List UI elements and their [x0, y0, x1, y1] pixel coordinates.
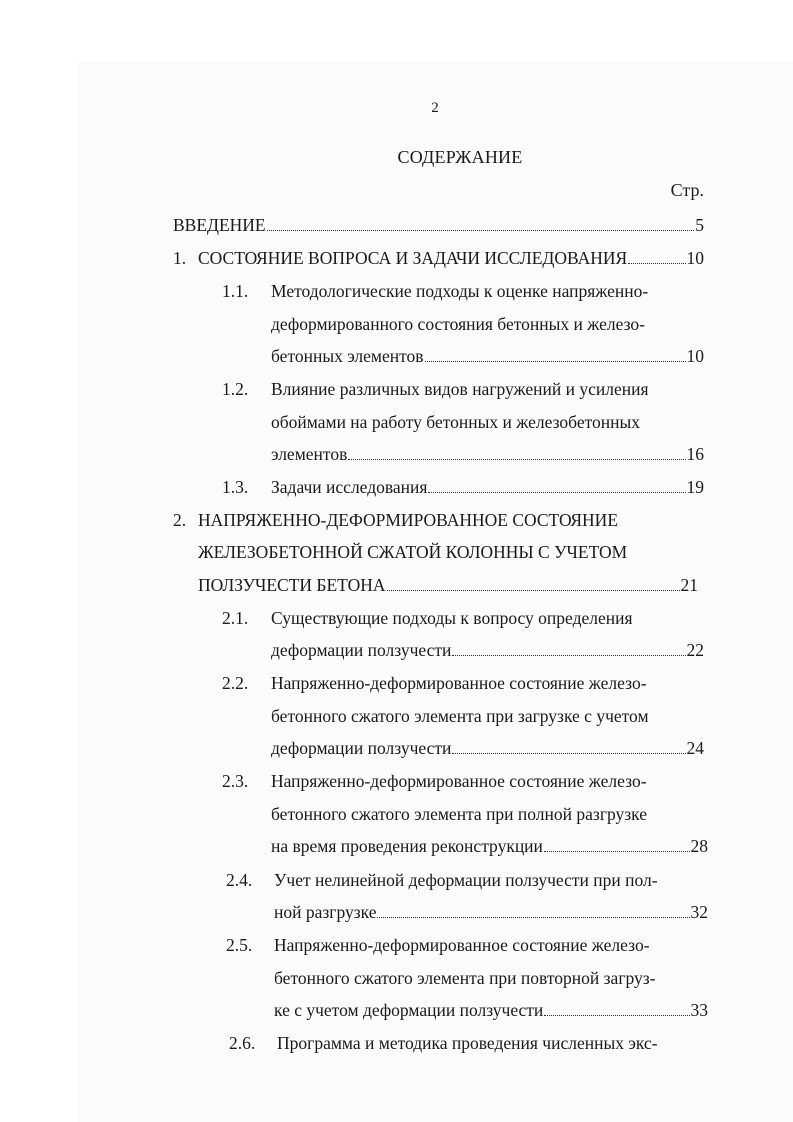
page-column-label: Стр. [670, 180, 704, 200]
toc-entry-page: 21 [680, 575, 698, 595]
toc-entry-text: деформации ползучести [271, 738, 452, 758]
toc-entry-number: 1.3. [222, 477, 249, 497]
dot-leader [628, 263, 685, 264]
dot-leader [428, 492, 685, 493]
toc-entry-text[interactable]: Программа и методика проведения численных экс- [277, 1033, 658, 1053]
toc-entry-text[interactable]: Напряженно-деформированное состояние железо- [274, 935, 650, 955]
toc-entry-page: 32 [690, 902, 708, 922]
dot-leader [387, 590, 680, 591]
dot-leader [544, 1015, 689, 1016]
toc-entry-text[interactable]: Влияние различных видов нагружений и усиления [271, 379, 649, 399]
toc-entry-text[interactable]: Учет нелинейной деформации ползучести при пол- [274, 870, 658, 890]
toc-entry-page: 24 [686, 738, 704, 758]
toc-entry-text: деформации ползучести [271, 640, 452, 660]
dot-leader [425, 361, 686, 362]
toc-entry-text[interactable]: обоймами на работу бетонных и железобетонных [271, 412, 641, 432]
toc-entry-text: на время проведения реконструкции [271, 836, 543, 856]
toc-entry-section-2-5[interactable] [274, 998, 708, 1022]
toc-entry-section-1-1[interactable] [271, 344, 704, 368]
toc-entry-number: 1. [173, 248, 187, 268]
toc-entry-page: 10 [686, 346, 704, 366]
toc-entry-text[interactable]: деформированного состояния бетонных и железо- [271, 314, 645, 334]
toc-entry-number: 2.2. [222, 673, 249, 693]
toc-entry-text[interactable]: Методологические подходы к оценке напряженно- [271, 281, 649, 301]
toc-entry-text[interactable]: Напряженно-деформированное состояние железо- [271, 673, 647, 693]
toc-entry-text: ной разгрузке [274, 902, 377, 922]
toc-entry-page: 28 [690, 836, 708, 856]
toc-entry-text[interactable]: Существующие подходы к вопросу определения [271, 608, 633, 628]
toc-entry-text[interactable]: ЖЕЛЕЗОБЕТОННОЙ СЖАТОЙ КОЛОННЫ С УЧЕТОМ [198, 542, 628, 562]
toc-entry-section-2-3[interactable] [271, 834, 708, 858]
page-number: 2 [431, 100, 439, 116]
toc-entry-page: 16 [686, 444, 704, 464]
toc-entry-chapter-1[interactable] [198, 246, 704, 270]
toc-entry-text[interactable]: НАПРЯЖЕННО-ДЕФОРМИРОВАННОЕ СОСТОЯНИЕ [198, 510, 619, 530]
page-title: СОДЕРЖАНИЕ [397, 147, 523, 167]
toc-entry-text: элементов [271, 444, 348, 464]
dot-leader [452, 753, 685, 754]
toc-entry-number: 2.1. [222, 608, 249, 628]
toc-entry-section-1-3[interactable] [271, 475, 704, 499]
toc-entry-text: Задачи исследования [271, 477, 428, 497]
toc-entry-number: 1.1. [222, 281, 249, 301]
dot-leader [348, 459, 685, 460]
toc-entry-text: ке с учетом деформации ползучести [274, 1000, 544, 1020]
toc-entry-section-1-2[interactable] [271, 442, 704, 466]
dot-leader [452, 655, 685, 656]
toc-entry-text[interactable]: бетонного сжатого элемента при загрузке с учетом [271, 706, 649, 726]
toc-entry-text[interactable]: Напряженно-деформированное состояние железо- [271, 771, 647, 791]
dot-leader [377, 917, 689, 918]
toc-entry-text[interactable]: бетонного сжатого элемента при полной разгрузке [271, 804, 648, 824]
toc-entry-section-2-2[interactable] [271, 736, 704, 760]
toc-entry-number: 2.6. [229, 1033, 256, 1053]
toc-entry-page: 22 [686, 640, 704, 660]
toc-entry-text[interactable]: бетонного сжатого элемента при повторной загруз- [274, 968, 656, 988]
toc-entry-section-2-1[interactable] [271, 638, 704, 662]
toc-entry-chapter-2[interactable] [198, 573, 698, 597]
toc-entry-page: 19 [686, 477, 704, 497]
toc-entry-page: 33 [690, 1000, 708, 1020]
toc-entry-text: бетонных элементов [271, 346, 424, 366]
toc-entry-text: ПОЛЗУЧЕСТИ БЕТОНА [198, 575, 386, 595]
toc-entry-number: 2.3. [222, 771, 249, 791]
toc-entry-text: ВВЕДЕНИЕ [173, 215, 266, 235]
toc-entry-number: 2.4. [226, 870, 253, 890]
toc-entry-number: 2.5. [226, 935, 253, 955]
toc-entry-page: 5 [695, 215, 704, 235]
dot-leader [544, 851, 690, 852]
toc-entry-text: СОСТОЯНИЕ ВОПРОСА И ЗАДАЧИ ИССЛЕДОВАНИЯ [198, 248, 628, 268]
toc-entry-introduction[interactable] [173, 213, 704, 237]
toc-entry-number: 1.2. [222, 379, 249, 399]
toc-entry-page: 10 [686, 248, 704, 268]
toc-entry-number: 2. [173, 510, 187, 530]
dot-leader [267, 230, 695, 231]
toc-entry-section-2-4[interactable] [274, 900, 708, 924]
